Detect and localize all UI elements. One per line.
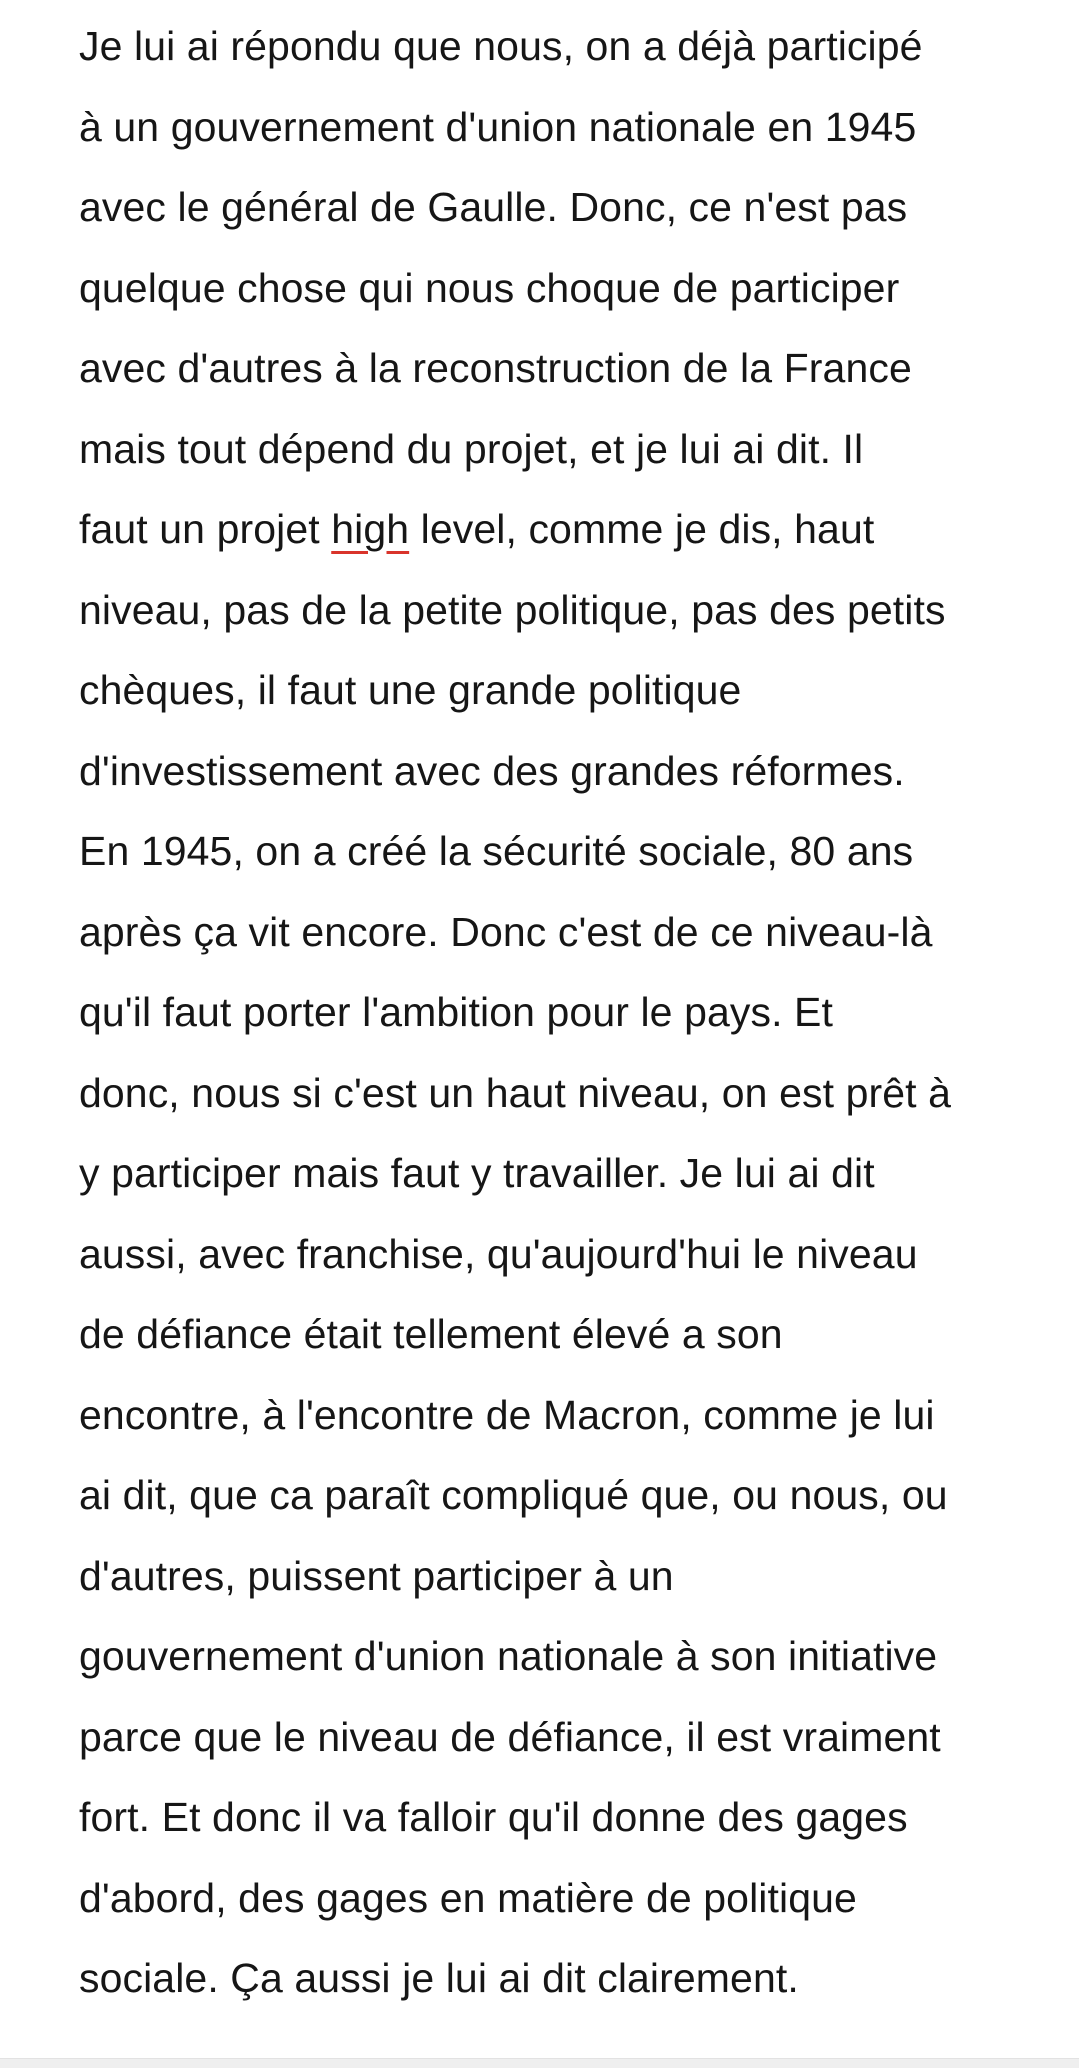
text-line: d'abord, des gages en matière de politique: [79, 1874, 857, 1921]
text-line: fort. Et donc il va falloir qu'il donne des gages: [79, 1794, 908, 1840]
text-line: qu'il faut porter l'ambition pour le pays. Et: [79, 989, 833, 1035]
text-line: d'autres, puissent participer à un: [79, 1552, 674, 1599]
text-line: En 1945, on a créé la sécurité sociale, 80 ans: [79, 828, 914, 874]
text-line: à un gouvernement d'union nationale en 1945: [79, 103, 917, 150]
text-line: gouvernement d'union nationale à son initiative: [79, 1633, 938, 1679]
text-line: parce que le niveau de défiance, il est vraiment: [79, 1713, 941, 1760]
text-line: [79, 489, 1039, 570]
document-text: [79, 6, 1039, 2019]
text-line: niveau, pas de la petite politique, pas des petits: [79, 586, 946, 633]
text-line: avec le général de Gaulle. Donc, ce n'est pas: [79, 184, 908, 230]
text-line: sociale. Ça aussi je lui ai dit clairement.: [79, 1955, 799, 2001]
text-line: quelque chose qui nous choque de participer: [79, 264, 900, 311]
misspelled-word[interactable]: high: [331, 506, 410, 552]
text-line: après ça vit encore. Donc c'est de ce niveau-là: [79, 908, 933, 955]
text-line: chèques, il faut une grande politique: [79, 667, 742, 713]
text-line: ai dit, que ca paraît compliqué que, ou nous, ou: [79, 1472, 948, 1518]
text-line: y participer mais faut y travailler. Je lui ai dit: [79, 1150, 875, 1196]
text-line: Je lui ai répondu que nous, on a déjà participé: [79, 23, 923, 69]
text-line: encontre, à l'encontre de Macron, comme je lui: [79, 1391, 935, 1438]
text-line: mais tout dépend du projet, et je lui ai dit. Il: [79, 425, 864, 472]
text-line: de défiance était tellement élevé a son: [79, 1311, 783, 1357]
text-line: avec d'autres à la reconstruction de la France: [79, 345, 912, 391]
text-segment: level, comme je dis, haut: [409, 506, 875, 552]
text-line: donc, nous si c'est un haut niveau, on est prêt à: [79, 1069, 952, 1116]
text-line: aussi, avec franchise, qu'aujourd'hui le niveau: [79, 1230, 918, 1277]
text-segment: faut un projet: [79, 506, 332, 552]
text-line: d'investissement avec des grandes réformes.: [79, 747, 905, 794]
